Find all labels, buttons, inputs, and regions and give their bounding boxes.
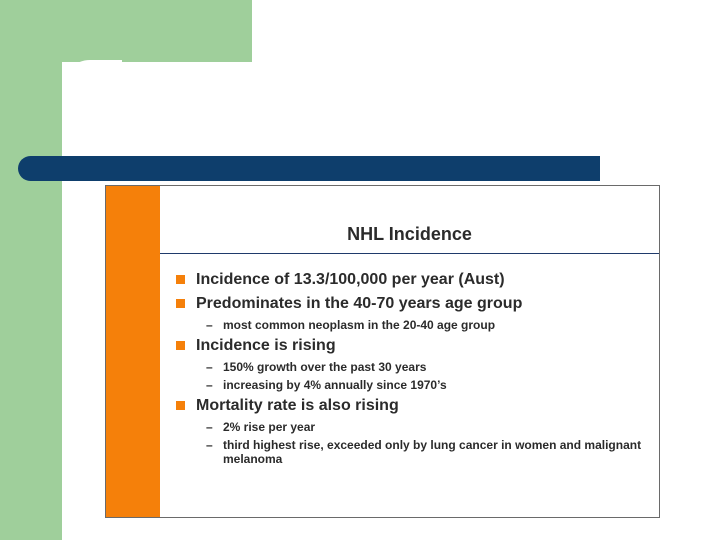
sub-bullet-item xyxy=(176,378,649,392)
bullet-text: Mortality rate is also rising xyxy=(196,397,399,414)
bullet-item xyxy=(176,396,649,415)
dash-marker: – xyxy=(206,378,213,392)
slide-title: NHL Incidence xyxy=(347,224,472,244)
dash-marker: – xyxy=(206,360,213,374)
bullet-item xyxy=(176,270,649,289)
bullet-square-icon xyxy=(176,299,185,308)
title-divider xyxy=(160,253,659,254)
bullet-text: Incidence is rising xyxy=(196,337,336,354)
bullet-square-icon xyxy=(176,341,185,350)
dash-marker: – xyxy=(206,438,213,452)
sub-bullet-text: most common neoplasm in the 20-40 age group xyxy=(223,318,496,332)
sub-bullet-item xyxy=(176,360,649,374)
sub-bullet-text: 2% rise per year xyxy=(223,420,316,434)
slide-image xyxy=(105,185,660,518)
dash-marker: – xyxy=(206,318,213,332)
bullet-square-icon xyxy=(176,275,185,284)
bullet-item xyxy=(176,294,649,313)
decorative-title-bar xyxy=(18,156,600,181)
sub-bullet-text: third highest rise, exceeded only by lung cancer in women and malignant melanoma xyxy=(223,438,642,466)
decorative-green-sidebar xyxy=(0,0,62,540)
slide-accent-strip xyxy=(106,186,160,517)
sub-bullet-item xyxy=(176,438,649,466)
bullet-text: Incidence of 13.3/100,000 per year (Aust) xyxy=(196,271,505,288)
sub-bullet-item xyxy=(176,420,649,434)
dash-marker: – xyxy=(206,420,213,434)
bullet-text: Predominates in the 40-70 years age group xyxy=(196,295,523,312)
bullet-square-icon xyxy=(176,401,185,410)
sub-bullet-text: increasing by 4% annually since 1970’s xyxy=(223,378,447,392)
sub-bullet-item xyxy=(176,318,649,332)
sub-bullet-text: 150% growth over the past 30 years xyxy=(223,360,427,374)
slide-content xyxy=(176,270,649,470)
bullet-item xyxy=(176,336,649,355)
decorative-rounded-corner xyxy=(62,60,122,120)
